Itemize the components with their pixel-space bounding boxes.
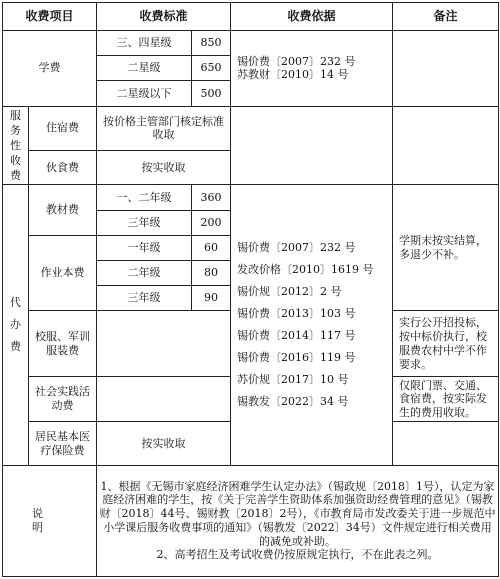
meals-standard: 按实收取 xyxy=(97,151,231,185)
basis-line: 苏价规〔2017〕10 号 xyxy=(237,373,349,387)
table-row xyxy=(3,31,499,56)
basis-line: 发改价格〔2010〕1619 号 xyxy=(237,263,374,277)
explanation-paragraph: 1、根据《无锡市家庭经济困难学生认定办法》（锡政规〔2018〕1号），认定为家庭经济困难的学生，按《关于完善学生资助体系加强资助经费管理的意见》（锡教财〔2018〕44号、锡财教〔2018〕2号），《市教育局市发改委关于进一步规范中小学课后服务收费事项的通知》（锡教发〔2022〕34号）文件规定进行相关费用的减免或补助。 xyxy=(99,479,496,548)
service-label xyxy=(3,106,29,185)
header-note: 备注 xyxy=(393,3,499,31)
explanation-label xyxy=(3,465,97,576)
tuition-grade: 三、四星级 xyxy=(97,31,192,56)
header-item: 收费项目 xyxy=(3,3,97,31)
practice-standard xyxy=(97,377,231,422)
basis-line: 锡价费〔2016〕119 号 xyxy=(237,351,356,365)
workbook-amount: 80 xyxy=(192,261,231,286)
tuition-amount: 500 xyxy=(192,81,231,106)
tuition-label: 学费 xyxy=(3,31,97,107)
workbook-amount: 60 xyxy=(192,235,231,260)
fee-table xyxy=(2,2,499,577)
explanation-label-text: 说 明 xyxy=(32,507,67,534)
tuition-amount: 650 xyxy=(192,56,231,81)
header-standard: 收费标准 xyxy=(97,3,231,31)
workbook-grade: 二年级 xyxy=(97,261,192,286)
service-note xyxy=(393,106,499,185)
basis-line: 锡价费〔2013〕103 号 xyxy=(237,307,356,321)
textbook-amount: 200 xyxy=(192,210,231,235)
insurance-label: 居民基本医疗保险费 xyxy=(29,422,97,465)
service-label-text: 服务性收费 xyxy=(10,109,21,183)
insurance-standard: 按实收取 xyxy=(97,422,231,465)
uniform-standard xyxy=(97,311,231,377)
agency-basis xyxy=(231,185,393,465)
header-basis: 收费依据 xyxy=(231,3,393,31)
basis-line: 锡价费〔2014〕117 号 xyxy=(237,329,356,343)
workbook-label: 作业本费 xyxy=(29,235,97,311)
service-basis xyxy=(231,106,393,185)
agency-label-text: 代办费 xyxy=(10,296,21,354)
practice-note: 仅限门票、交通、食宿费，按实际发生的费用收取。 xyxy=(393,377,499,422)
practice-label: 社会实践活动费 xyxy=(29,377,97,422)
header-row xyxy=(3,3,499,31)
explanation-row xyxy=(3,465,499,576)
agency-label xyxy=(3,185,29,465)
insurance-note xyxy=(393,422,499,465)
workbook-amount: 90 xyxy=(192,286,231,311)
textbook-grade: 三年级 xyxy=(97,210,192,235)
tuition-grade: 二星级 xyxy=(97,56,192,81)
accommodation-label: 住宿费 xyxy=(29,106,97,150)
textbook-amount: 360 xyxy=(192,185,231,210)
uniform-note: 实行公开招投标，按中标价执行，校服费农村中学不作要求。 xyxy=(393,311,499,377)
explanation-paragraph: 2、高考招生及考试收费仍按原规定执行，不在此表之列。 xyxy=(156,548,439,562)
basis-line: 锡价规〔2012〕2 号 xyxy=(237,285,342,299)
textbook-note: 学期末按实结算，多退少不补。 xyxy=(393,185,499,311)
explanation-text xyxy=(97,465,499,576)
textbook-grade: 一、二年级 xyxy=(97,185,192,210)
basis-line: 锡教发〔2022〕34 号 xyxy=(237,395,349,409)
basis-line: 锡价费〔2007〕232 号 xyxy=(237,241,356,255)
basis-line: 苏教财〔2010〕14 号 xyxy=(237,68,349,82)
tuition-basis xyxy=(231,31,393,107)
tuition-note xyxy=(393,31,499,107)
accommodation-standard: 按价格主管部门核定标准收取 xyxy=(97,106,231,150)
table-row xyxy=(3,185,499,210)
tuition-amount: 850 xyxy=(192,31,231,56)
tuition-grade: 二星级以下 xyxy=(97,81,192,106)
table-row xyxy=(3,106,499,150)
textbook-label: 教材费 xyxy=(29,185,97,235)
basis-line: 锡价费〔2007〕232 号 xyxy=(237,54,356,68)
workbook-grade: 三年级 xyxy=(97,286,192,311)
meals-label: 伙食费 xyxy=(29,151,97,185)
uniform-label: 校服、军训服装费 xyxy=(29,311,97,377)
workbook-grade: 一年级 xyxy=(97,235,192,260)
